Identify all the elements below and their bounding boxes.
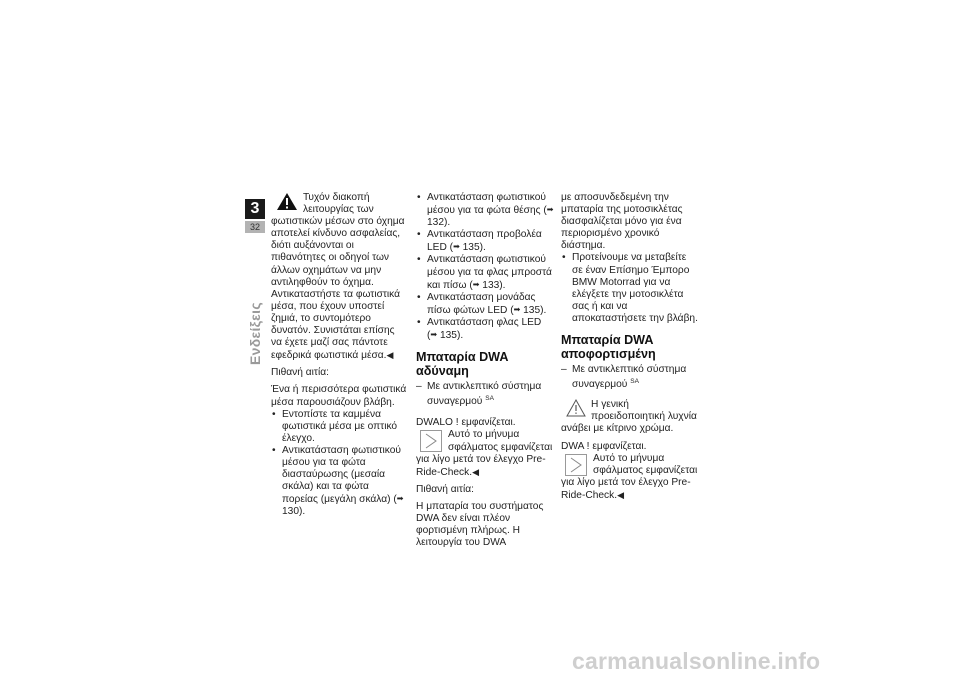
note-triangle-icon — [420, 430, 442, 452]
warning-text: Τυχόν διακοπή λειτουργίας των φωτιστικών μέσων στο όχημα αποτελεί κίνδυνο ασφαλείας, διότι αυξάνονται οι πιθανότητες οι οδηγοί των άλλων οχημάτων να μην αντιληφθούν το όχημα. — [271, 192, 405, 288]
list-item: • Αντικατάσταση φλας LED (➡ 135). — [416, 317, 554, 342]
list-item: • Αντικατάσταση προβολέα LED (➡ 135). — [416, 229, 554, 254]
page-number: 32 — [245, 221, 265, 233]
warning-text: Η γενική προειδοποιητική λυχνία ανάβει με κίτρινο χρώμα. — [561, 399, 697, 435]
note-triangle-icon — [565, 454, 587, 476]
list-item: • Αντικατάσταση μονάδας πίσω φώτων LED (➡ 135). — [416, 292, 554, 317]
warning-block — [271, 192, 407, 289]
cause-text: Η μπαταρία του συστήματος DWA δεν είναι πλέον φορτισμένη πλήρως. Η λειτουργία του DWA — [416, 500, 544, 549]
note-block — [561, 453, 699, 502]
sa-superscript: SA — [630, 378, 639, 386]
ref-arrow-icon: ➡ — [546, 205, 554, 215]
warning-triangle-icon — [565, 399, 587, 421]
dash-item: – Με αντικλεπτικό σύστημα συναγερμού $^{SA}$ — [561, 364, 699, 391]
cause-label: Πιθανή αιτία: — [416, 483, 474, 495]
warning-text-2: Αντικαταστήστε τα φωτιστικά μέσα, που έχουν υποστεί ζημιά, το συντομότερο δυνατόν. Συνιστάται επίσης να έχετε μαζί σας πάντοτε εφεδρικά φωτιστικά μέσα.◀ — [271, 288, 401, 362]
ref-arrow-icon: ➡ — [396, 494, 404, 504]
sa-superscript: SA — [485, 395, 494, 403]
warning-block — [561, 399, 699, 435]
watermark: carmanualsonline.info — [572, 648, 821, 674]
end-mark: ◀ — [472, 466, 479, 477]
list-item: • Αντικατάσταση φωτιστικού μέσου για τα φώτα διασταύρωσης (μεσαία σκάλα) και τα φώτα πορείας (μεγάλη σκάλα) (➡ 130). — [271, 445, 407, 519]
ref-arrow-icon: ➡ — [430, 330, 438, 340]
end-mark: ◀ — [386, 350, 394, 361]
cause-label: Πιθανή αιτία: — [271, 367, 329, 379]
list-item: • Εντοπίστε τα καμμένα φωτιστικά μέσα με οπτικό έλεγχο. — [271, 409, 407, 445]
warning-triangle-icon — [275, 192, 299, 212]
ref-arrow-icon: ➡ — [453, 242, 460, 252]
chapter-number-tab: 3 — [245, 199, 265, 219]
note-text: Αυτό το μήνυμα σφάλματος εμφανίζεται για λίγο μετά τον έλεγχο Pre-Ride-Check.◀ — [416, 429, 553, 478]
end-mark: ◀ — [617, 489, 624, 500]
dash-item: – Με αντικλεπτικό σύστημα συναγερμού $^{SA}$ — [416, 381, 554, 408]
note-text: Αυτό το μήνυμα σφάλματος εμφανίζεται για λίγο μετά τον έλεγχο Pre-Ride-Check.◀ — [561, 452, 698, 501]
column-3 — [561, 192, 699, 502]
section-heading: Μπαταρία DWA αποφορτισμένη — [561, 333, 656, 362]
ref-arrow-icon: ➡ — [472, 279, 480, 289]
column-1 — [271, 192, 407, 518]
status-line: DWALO ! εμφανίζεται. — [416, 417, 516, 429]
list-item: • Αντικατάσταση φωτιστικού μέσου για τα φώτα θέσης (➡ 132). — [416, 192, 554, 229]
section-heading: Μπαταρία DWA αδύναμη — [416, 350, 508, 379]
column-2 — [416, 192, 554, 549]
status-line: DWA ! εμφανίζεται. — [561, 440, 647, 452]
ref-arrow-icon: ➡ — [513, 304, 521, 314]
note-block — [416, 429, 554, 478]
list-item: • Προτείνουμε να μεταβείτε σε έναν Επίσημο Έμπορο BMW Motorrad για να ελέγξετε την μοτοσικλέτα σας ή και να αποκαταστήσετε την βλάβη. — [561, 252, 699, 325]
list-item: • Αντικατάσταση φωτιστικού μέσου για τα φλας μπροστά και πίσω (➡ 133). — [416, 254, 554, 291]
section-title-vertical: Ενδείξεις — [247, 302, 263, 365]
continuation-text: με αποσυνδεδεμένη την μπαταρία της μοτοσικλέτας διασφαλίζεται μόνο για ένα περιορισμένο χρονικό διάστημα. — [561, 192, 683, 252]
cause-text: Ένα ή περισσότερα φωτιστικά μέσα παρουσιάζουν βλάβη. — [271, 384, 407, 408]
